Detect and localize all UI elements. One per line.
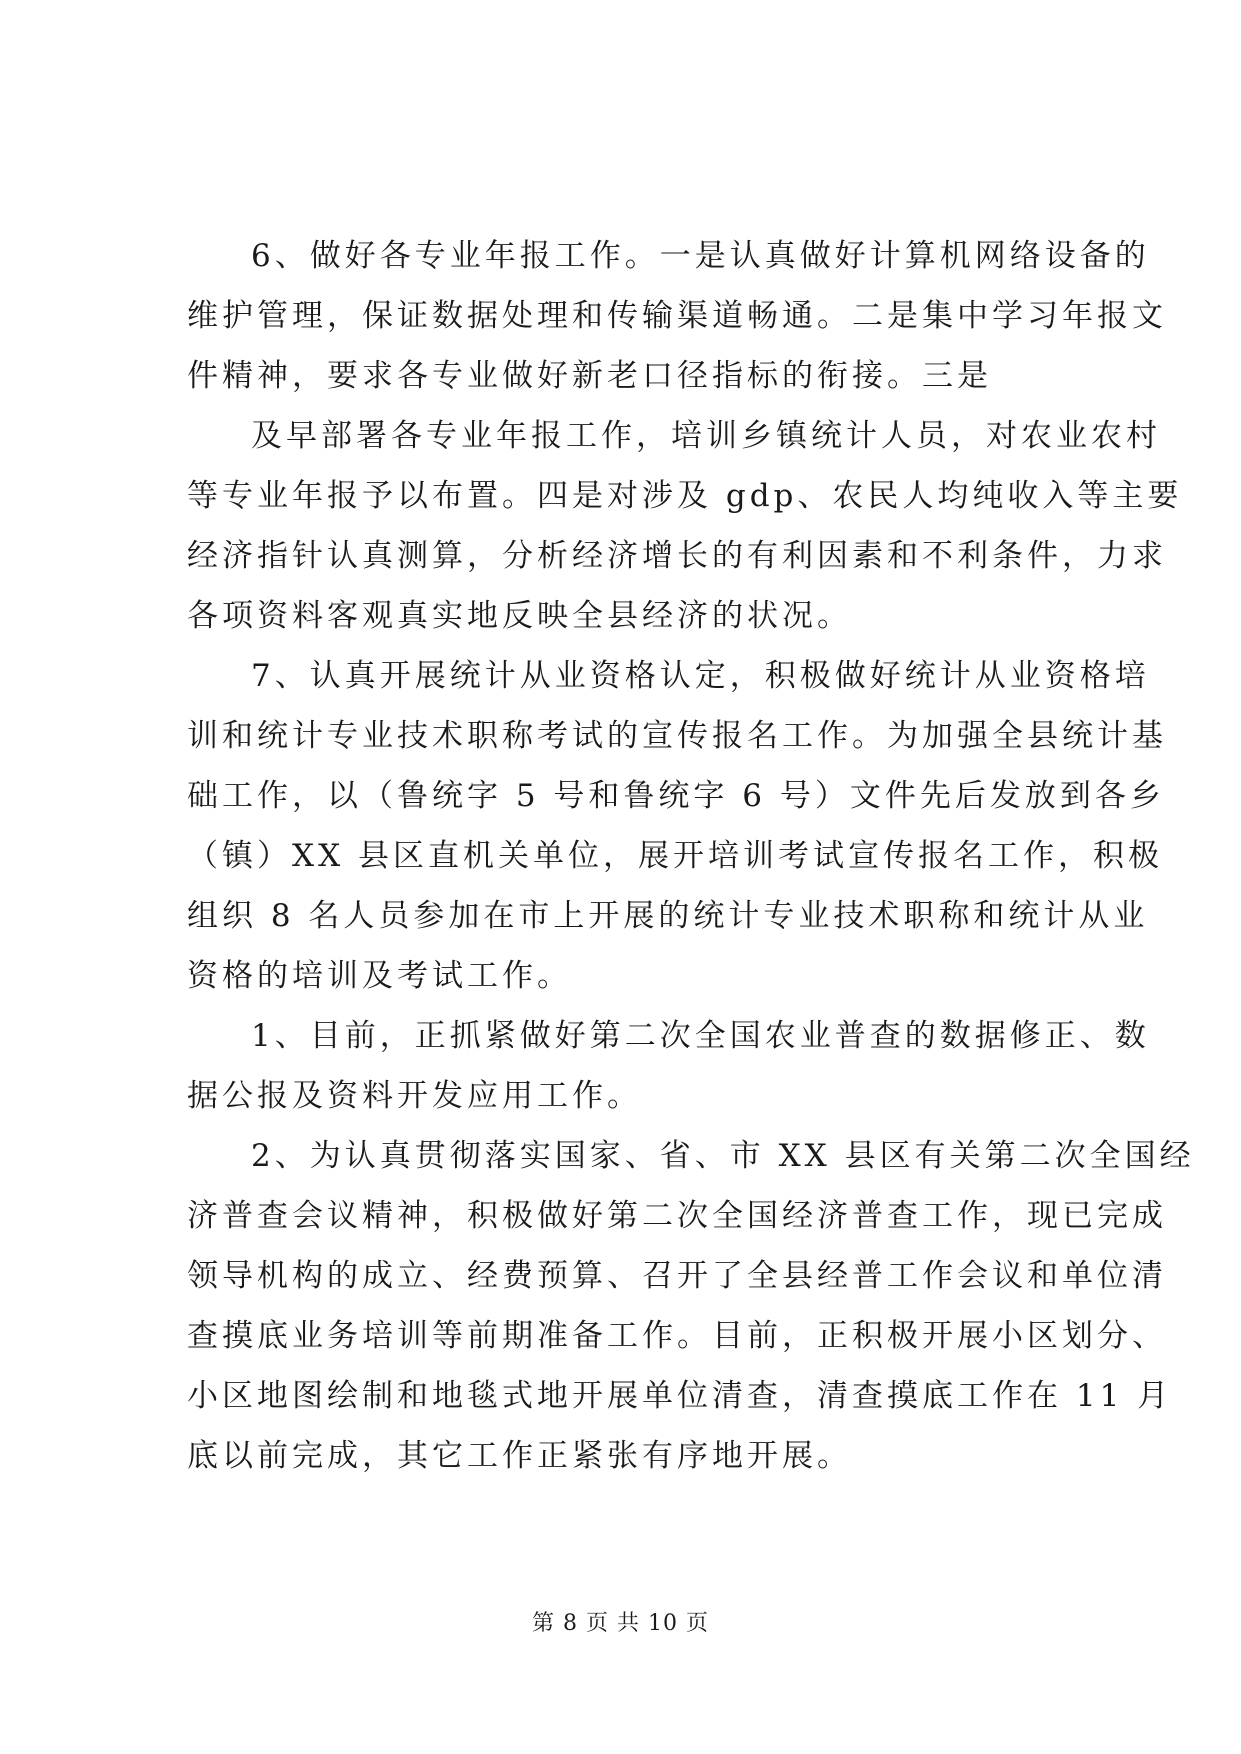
text-line: 小区地图绘制和地毯式地开展单位清查，清查摸底工作在 11 月 — [187, 1378, 1173, 1414]
paragraph-1 — [187, 1006, 1150, 1126]
text-line: 据公报及资料开发应用工作。 — [187, 1078, 642, 1114]
text-line: 及早部署各专业年报工作，培训乡镇统计人员，对农业农村 — [251, 418, 1161, 454]
text-line: 7、认真开展统计从业资格认定，积极做好统计从业资格培 — [251, 658, 1150, 694]
document-body — [187, 226, 1195, 1486]
text-line: 等专业年报予以布置。四是对涉及 gdp、农民人均纯收入等主要 — [187, 478, 1183, 514]
text-line: 经济指针认真测算，分析经济增长的有利因素和不利条件，力求 — [187, 538, 1167, 574]
text-line: 训和统计专业技术职称考试的宣传报名工作。为加强全县统计基 — [187, 718, 1167, 754]
text-line: 各项资料客观真实地反映全县经济的状况。 — [187, 598, 852, 634]
text-line: 1、目前，正抓紧做好第二次全国农业普查的数据修正、数 — [251, 1018, 1150, 1054]
text-line: 查摸底业务培训等前期准备工作。目前，正积极开展小区划分、 — [187, 1318, 1167, 1354]
paragraph-2 — [187, 1126, 1195, 1486]
text-line: （镇）XX 县区直机关单位，展开培训考试宣传报名工作，积极 — [187, 838, 1163, 874]
text-line: 领导机构的成立、经费预算、召开了全县经普工作会议和单位清 — [187, 1258, 1167, 1294]
text-line: 济普查会议精神，积极做好第二次全国经济普查工作，现已完成 — [187, 1198, 1167, 1234]
paragraph-continuation — [187, 406, 1183, 646]
text-line: 组织 8 名人员参加在市上开展的统计专业技术职称和统计从业 — [187, 898, 1149, 934]
text-line: 底以前完成，其它工作正紧张有序地开展。 — [187, 1438, 852, 1474]
text-line: 2、为认真贯彻落实国家、省、市 XX 县区有关第二次全国经 — [251, 1138, 1195, 1174]
paragraph-6 — [187, 226, 1167, 406]
text-line: 资格的培训及考试工作。 — [187, 958, 572, 994]
text-line: 础工作，以（鲁统字 5 号和鲁统字 6 号）文件先后发放到各乡 — [187, 778, 1165, 814]
text-line: 件精神，要求各专业做好新老口径指标的衔接。三是 — [187, 358, 992, 394]
page-number-footer: 第 8 页 共 10 页 — [532, 1611, 709, 1636]
text-line: 6、做好各专业年报工作。一是认真做好计算机网络设备的 — [251, 238, 1150, 274]
paragraph-7 — [187, 646, 1167, 1006]
text-line: 维护管理，保证数据处理和传输渠道畅通。二是集中学习年报文 — [187, 298, 1167, 334]
